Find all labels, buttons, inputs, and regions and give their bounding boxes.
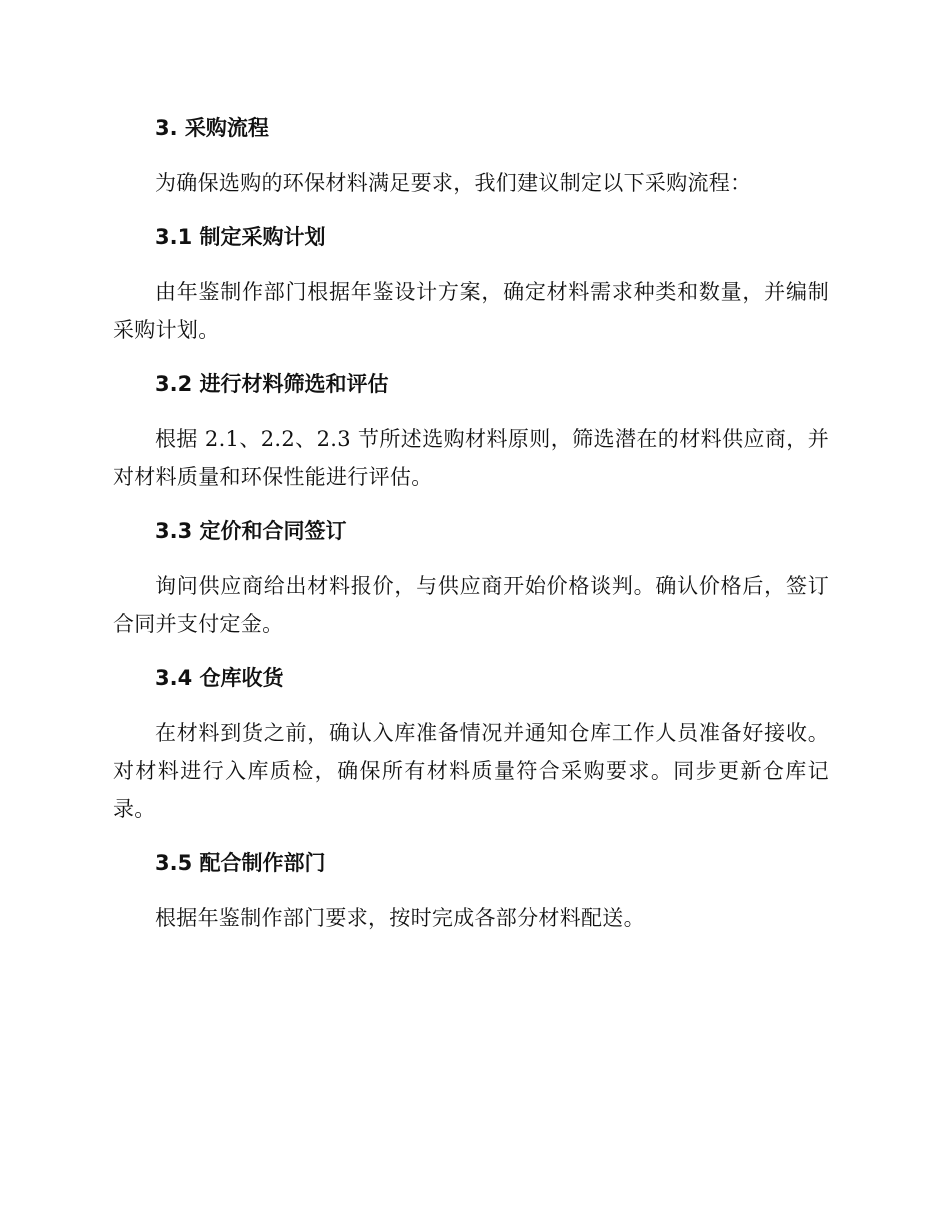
section-heading: 3. 采购流程 xyxy=(155,116,269,140)
section-intro: 为确保选购的环保材料满足要求，我们建议制定以下采购流程： xyxy=(155,171,752,195)
subsection-heading-3-3: 3.3 定价和合同签订 xyxy=(155,519,347,543)
document-body xyxy=(113,108,829,937)
subsection-heading-3-5: 3.5 配合制作部门 xyxy=(155,851,326,875)
subsection-body-3-3: 询问供应商给出材料报价，与供应商开始价格谈判。确认价格后，签订合同并支付定金。 xyxy=(113,574,829,636)
subsection-body-3-4: 在材料到货之前，确认入库准备情况并通知仓库工作人员准备好接收。对材料进行入库质检，确保所有材料质量符合采购要求。同步更新仓库记录。 xyxy=(113,721,829,821)
subsection-heading-3-2: 3.2 进行材料筛选和评估 xyxy=(155,372,389,396)
subsection-body-3-2: 根据 2.1、2.2、2.3 节所述选购材料原则，筛选潜在的材料供应商，并对材料质量和环保性能进行评估。 xyxy=(113,427,829,489)
subsection-body-3-1: 由年鉴制作部门根据年鉴设计方案，确定材料需求种类和数量，并编制采购计划。 xyxy=(113,280,829,342)
subsection-heading-3-1: 3.1 制定采购计划 xyxy=(155,225,326,249)
subsection-heading-3-4: 3.4 仓库收货 xyxy=(155,666,284,690)
subsection-body-3-5: 根据年鉴制作部门要求，按时完成各部分材料配送。 xyxy=(155,906,645,930)
